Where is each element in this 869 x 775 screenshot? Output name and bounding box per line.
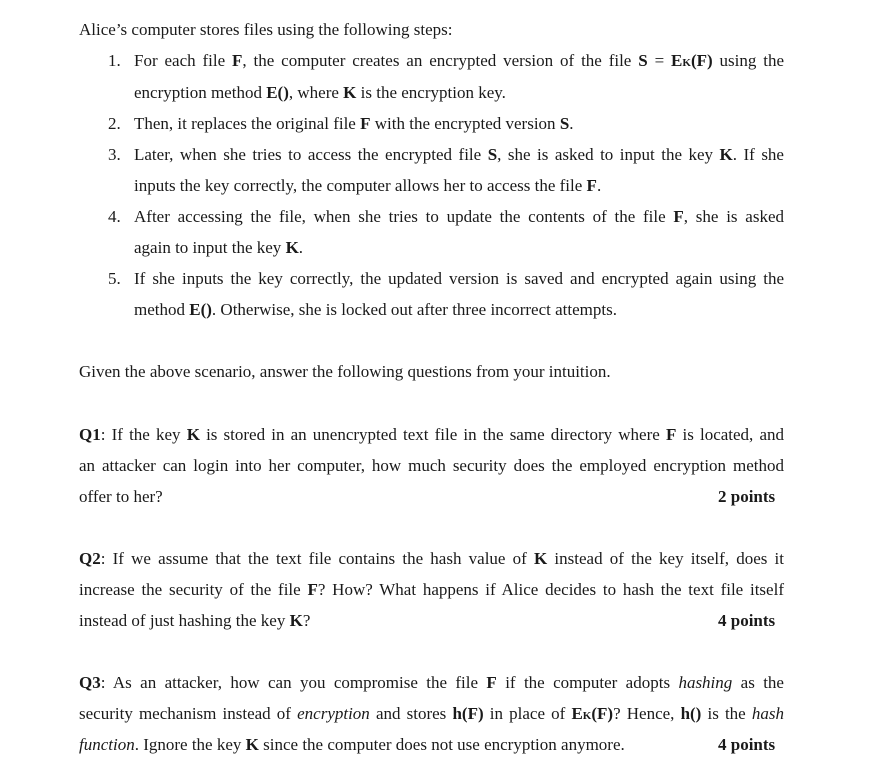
step-4-line-1: After accessing the file, when she tries to update the contents of the file F, she is asked — [134, 207, 784, 226]
q1-points: 2 points — [718, 487, 776, 506]
step-1-number: 1. — [108, 51, 121, 70]
q3-line-1: Q3: As an attacker, how can you compromise the file F if the computer adopts hashing as the — [79, 673, 784, 692]
q1-line-3: offer to her? — [79, 487, 163, 506]
q2-line-3: instead of just hashing the key K? — [79, 611, 311, 630]
step-1-line-2: encryption method E(), where K is the encryption key. — [134, 83, 506, 102]
q3-line-2: security mechanism instead of encryption and stores h(F) in place of EK(F)? Hence, h() is the hash — [79, 704, 784, 723]
step-2-line-1: Then, it replaces the original file F with the encrypted version S. — [134, 114, 574, 133]
step-1-line-1: For each file F, the computer creates an encrypted version of the file S = EK(F) using the — [134, 51, 785, 70]
step-3-line-1: Later, when she tries to access the encrypted file S, she is asked to input the key K. If she — [134, 145, 784, 164]
q3-line-3: function. Ignore the key K since the computer does not use encryption anymore. — [79, 735, 625, 754]
step-5-line-1: If she inputs the key correctly, the updated version is saved and encrypted again using the — [134, 269, 784, 288]
given-text: Given the above scenario, answer the following questions from your intuition. — [79, 362, 611, 381]
q2-line-2: increase the security of the file F? How? What happens if Alice decides to hash the text file itself — [79, 580, 784, 599]
step-4-line-2: again to input the key K. — [134, 238, 304, 257]
q3-points: 4 points — [718, 735, 776, 754]
step-3-number: 3. — [108, 145, 121, 164]
step-5-number: 5. — [108, 269, 121, 288]
q1-line-1: Q1: If the key K is stored in an unencrypted text file in the same directory where F is located, and — [79, 425, 784, 444]
q2-points: 4 points — [718, 611, 776, 630]
q2-line-1: Q2: If we assume that the text file contains the hash value of K instead of the key itself, does it — [79, 549, 784, 568]
q1-line-2: an attacker can login into her computer, how much security does the employed encryption method — [79, 456, 784, 475]
step-5-line-2: method E(). Otherwise, she is locked out after three incorrect attempts. — [134, 300, 617, 319]
step-3-line-2: inputs the key correctly, the computer allows her to access the file F. — [134, 176, 602, 195]
step-2-number: 2. — [108, 114, 121, 133]
intro-text: Alice’s computer stores files using the following steps: — [79, 20, 453, 39]
step-4-number: 4. — [108, 207, 121, 226]
